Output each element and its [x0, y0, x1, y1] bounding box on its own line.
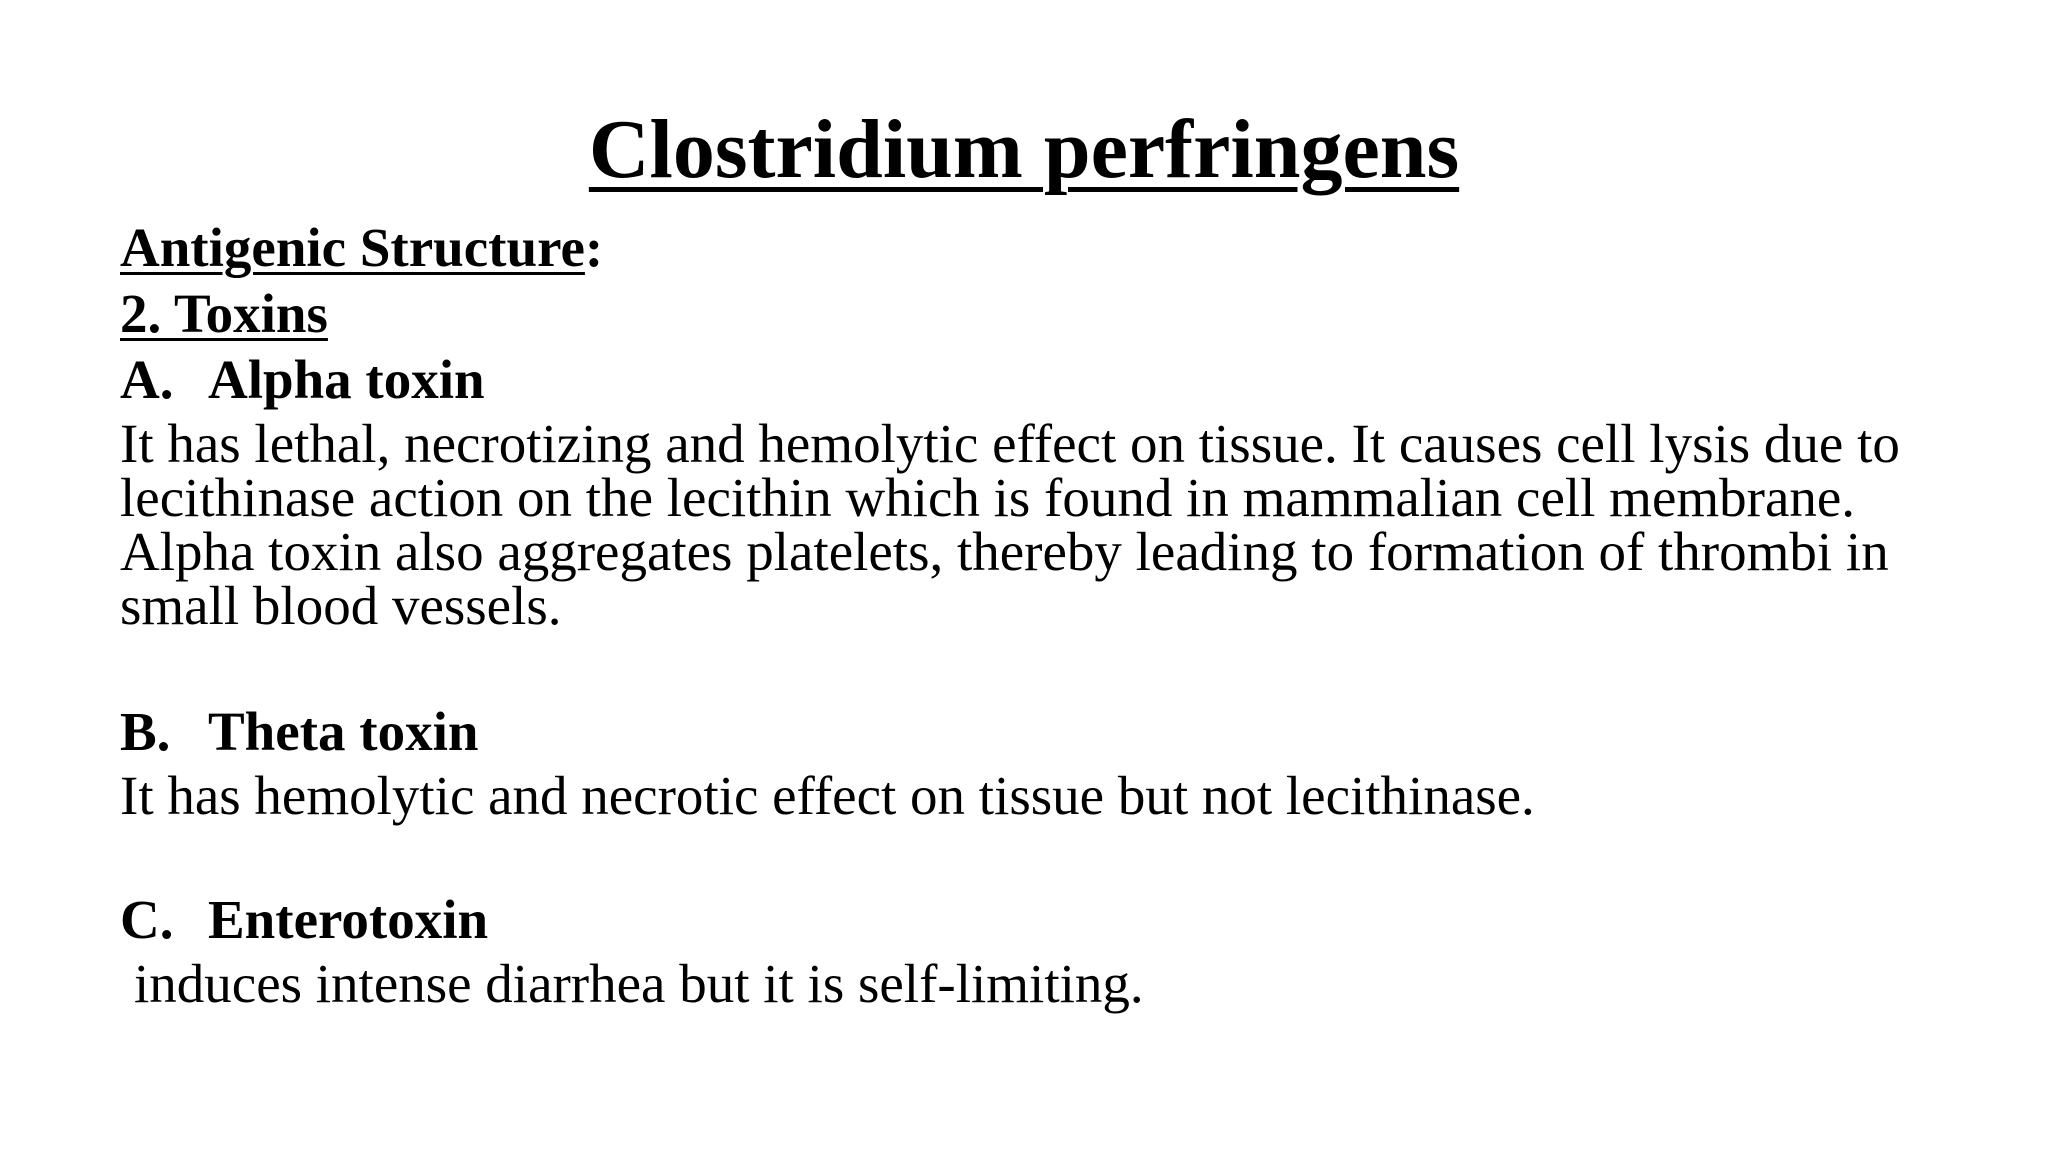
section-heading-colon: :: [584, 217, 604, 278]
toxin-letter: B.: [120, 701, 171, 762]
toxin-letter: C.: [120, 889, 174, 950]
section-heading-text: Antigenic Structure: [120, 217, 585, 278]
toxin-item-alpha: [120, 347, 1950, 636]
toxin-heading-theta: [120, 699, 1950, 765]
toxin-description-enterotoxin: induces intense diarrhea but it is self-limiting.: [134, 953, 1144, 1014]
toxin-item-theta: [120, 699, 1950, 826]
subsection-heading-text: 2. Toxins: [120, 283, 328, 344]
section-heading: [120, 215, 1950, 281]
toxin-description-alpha: It has lethal, necrotizing and hemolytic effect on tissue. It causes cell lysis due to lecithinase action on the lecithin which is found in mammalian cell membrane. Alpha toxin also aggregates platelets, thereby leading to formation of thrombi in small blood vessels.: [120, 413, 1900, 636]
toxin-name: Alpha toxin: [208, 349, 485, 410]
toxin-letter: A.: [120, 349, 174, 410]
subsection-heading: [120, 281, 1950, 347]
toxin-description-theta: It has hemolytic and necrotic effect on tissue but not lecithinase.: [120, 765, 1535, 826]
toxin-heading-alpha: [120, 347, 1950, 413]
slide-content: [120, 215, 1950, 1014]
toxin-name: Theta toxin: [208, 701, 479, 762]
spacer: [120, 823, 1950, 887]
toxin-name: Enterotoxin: [208, 889, 489, 950]
toxin-heading-enterotoxin: [120, 887, 1950, 953]
slide-title: Clostridium perfringens: [588, 103, 1460, 196]
toxin-item-enterotoxin: [120, 887, 1950, 1014]
spacer: [120, 633, 1950, 699]
